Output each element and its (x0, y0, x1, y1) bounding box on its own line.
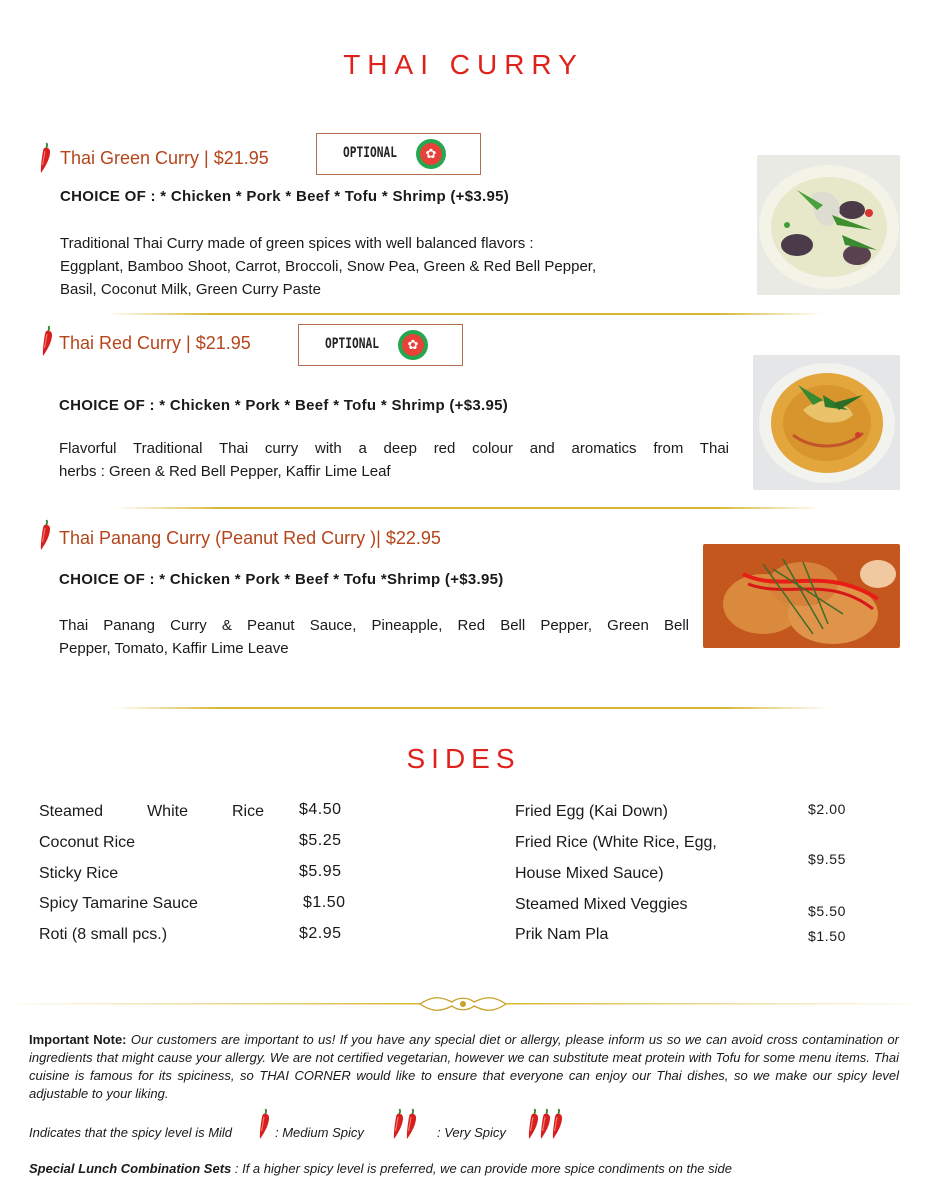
desc-line: Thai Panang Curry & Peanut Sauce, Pineapple, Red Bell Pepper, Green Bell (59, 617, 689, 634)
side-item-price: $1.50 (808, 928, 847, 944)
side-item-price: $5.95 (299, 863, 342, 880)
chili-pepper-icon (257, 1108, 273, 1140)
important-note (29, 1031, 899, 1103)
item-title-green-curry: Thai Green Curry | $21.95 (60, 148, 269, 168)
item-description (59, 614, 689, 660)
side-word: White (147, 803, 188, 820)
side-item-name: Spicy Tamarine Sauce (39, 895, 198, 912)
chili-pepper-icon (404, 1108, 420, 1140)
side-item-name: Prik Nam Pla (515, 926, 609, 943)
note-label: Important Note: (29, 1032, 127, 1047)
side-word: Rice (231, 803, 264, 820)
page-title: THAI CURRY (343, 49, 584, 80)
badge-label: OPTIONAL (325, 336, 379, 352)
desc-line: herbs : Green & Red Bell Pepper, Kaffir Lime Leaf (59, 463, 391, 480)
gluten-free-icon: ✿ (398, 330, 428, 360)
item-choice: CHOICE OF : * Chicken * Pork * Beef * Tofu *Shrimp (+$3.95) (59, 571, 504, 588)
note-text: Our customers are important to us! If you have any special diet or allergy, please inform us so we can avoid cross contamination or ingredients that might cause your allergy. We are not certified vegetarian, however we can substitute meat protein with Tofu for some menu items. Thai cuisine is famous for its spiciness, so THAI CORNER would like to ensure that everyone can enjoy our Thai dishes, so we make our spicy level adjustable to your liking. (29, 1032, 899, 1101)
side-item-price: $4.50 (299, 801, 342, 818)
side-item-price: $2.95 (299, 925, 342, 942)
item-description (59, 437, 729, 483)
desc-line: Eggplant, Bamboo Shoot, Carrot, Broccoli, Snow Pea, Green & Red Bell Pepper, (60, 258, 597, 275)
side-item-name: Coconut Rice (39, 834, 136, 851)
ornament-divider (0, 994, 927, 1014)
lunch-text: : If a higher spicy level is preferred, we can provide more spice condiments on the side (231, 1161, 732, 1176)
divider (116, 507, 822, 509)
side-item-price: $2.00 (808, 801, 847, 817)
sides-title: SIDES (406, 743, 521, 774)
desc-line: Pepper, Tomato, Kaffir Lime Leave (59, 640, 289, 657)
side-item-name (39, 803, 264, 821)
item-title-red-curry: Thai Red Curry | $21.95 (59, 333, 251, 353)
side-item-name: Fried Rice (White Rice, Egg, (515, 834, 717, 851)
item-title-panang-curry: Thai Panang Curry (Peanut Red Curry )| $22.95 (59, 528, 441, 548)
side-item-price: $5.50 (808, 903, 847, 919)
desc-line: Basil, Coconut Milk, Green Curry Paste (60, 281, 321, 298)
side-item-price: $5.25 (299, 832, 342, 849)
red-curry-photo (753, 355, 900, 490)
chili-pepper-icon (38, 519, 54, 551)
side-item-name: Fried Egg (Kai Down) (515, 803, 668, 820)
optional-gluten-free-badge (298, 324, 463, 366)
lunch-note (29, 1160, 732, 1178)
item-choice: CHOICE OF : * Chicken * Pork * Beef * Tofu * Shrimp (+$3.95) (60, 188, 510, 205)
desc-line: Flavorful Traditional Thai curry with a deep red colour and aromatics from Thai (59, 440, 729, 457)
side-item-name: Roti (8 small pcs.) (39, 926, 168, 943)
gluten-free-icon: ✿ (416, 139, 446, 169)
side-item-name: House Mixed Sauce) (515, 865, 664, 882)
side-item-price: $1.50 (303, 894, 346, 911)
spice-legend-mild: Indicates that the spicy level is Mild (29, 1125, 233, 1140)
spice-legend-medium: : Medium Spicy (275, 1125, 364, 1140)
chili-pepper-icon (38, 142, 54, 174)
side-item-name: Sticky Rice (39, 865, 119, 882)
spice-legend-very: : Very Spicy (437, 1125, 506, 1140)
desc-line: Traditional Thai Curry made of green spices with well balanced flavors : (60, 235, 534, 252)
divider (112, 707, 830, 709)
panang-curry-photo (703, 544, 900, 648)
chili-pepper-icon (550, 1108, 566, 1140)
side-word: Steamed (39, 803, 104, 820)
side-item-name: Steamed Mixed Veggies (515, 896, 688, 913)
item-choice: CHOICE OF : * Chicken * Pork * Beef * Tofu * Shrimp (+$3.95) (59, 397, 509, 414)
divider (106, 313, 823, 315)
badge-label: OPTIONAL (343, 145, 397, 161)
green-curry-photo (757, 155, 900, 295)
side-item-price: $9.55 (808, 851, 847, 867)
item-description (60, 232, 740, 301)
chili-pepper-icon (40, 325, 56, 357)
optional-gluten-free-badge (316, 133, 481, 175)
lunch-label: Special Lunch Combination Sets (29, 1161, 232, 1176)
